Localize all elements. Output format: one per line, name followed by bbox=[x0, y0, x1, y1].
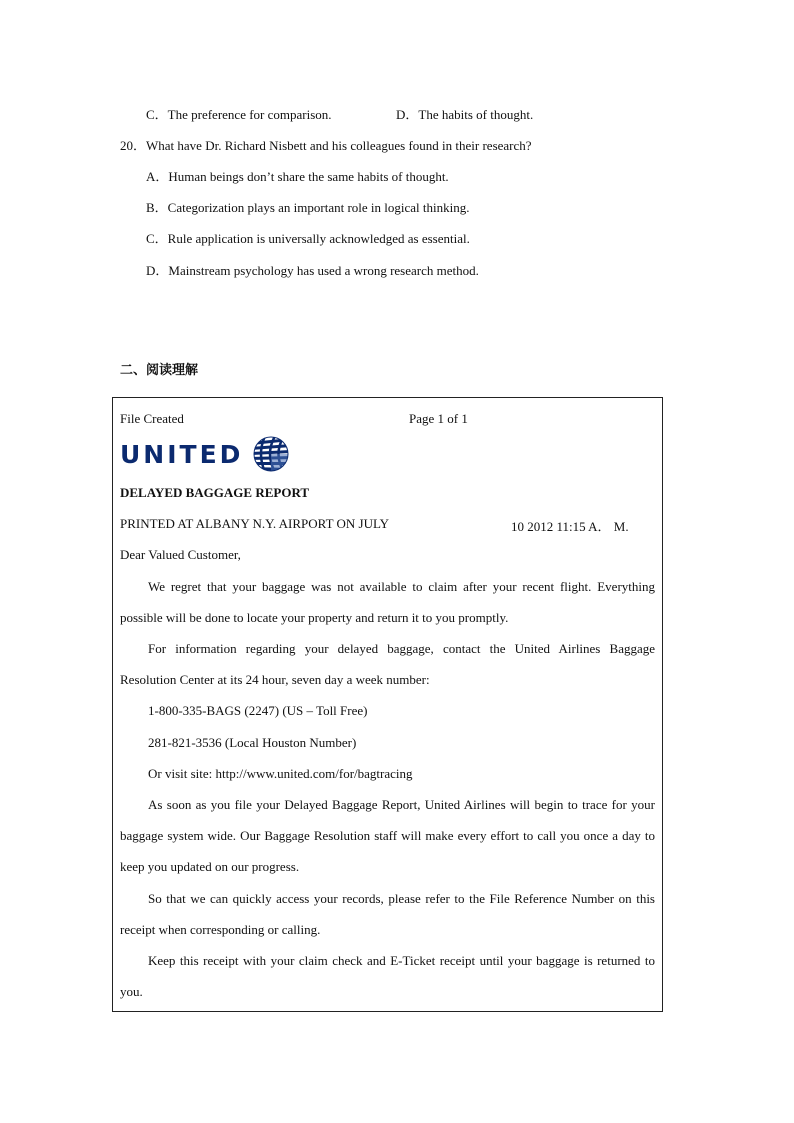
paragraph-2: For information regarding your delayed baggage, contact the United Airlines Baggage Resolution Center at its 24 hour, seven day a week number: bbox=[120, 641, 655, 687]
notice-header-right: Page 1 of 1 bbox=[409, 411, 468, 426]
q19-option-d: D．The habits of thought. bbox=[396, 107, 534, 122]
report-title: DELAYED BAGGAGE REPORT bbox=[120, 485, 310, 500]
globe-icon bbox=[251, 436, 291, 472]
website-line: Or visit site: http://www.united.com/for/bagtracing bbox=[148, 766, 413, 781]
baggage-notice bbox=[112, 397, 663, 1012]
phone-toll-free: 1-800-335-BAGS (2247) (US – Toll Free) bbox=[148, 703, 368, 718]
paragraph-4: So that we can quickly access your records, please refer to the File Reference Number on this receipt when corresponding or calling. bbox=[120, 891, 655, 937]
q20-option-c: C．Rule application is universally acknowledged as essential. bbox=[146, 231, 470, 246]
section-heading: 二、阅读理解 bbox=[120, 363, 199, 378]
paragraph-1: We regret that your baggage was not available to claim after your recent flight. Everything possible will be done to locate your property and return it to you promptly. bbox=[120, 579, 655, 625]
paragraph-5: Keep this receipt with your claim check and E-Ticket receipt until your baggage is returned to you. bbox=[120, 953, 655, 999]
q20-option-d: D．Mainstream psychology has used a wrong research method. bbox=[146, 263, 479, 278]
united-logo bbox=[120, 436, 291, 472]
printed-line-left: PRINTED AT ALBANY N.Y. AIRPORT ON JULY bbox=[120, 516, 390, 531]
paragraph-3: As soon as you file your Delayed Baggage Report, United Airlines will begin to trace for your baggage system wide. Our Baggage Resolution staff will make every effort to call you once a day to keep you updated on our progress. bbox=[120, 797, 655, 874]
united-logo-text: UNITED bbox=[120, 439, 244, 469]
q20-stem: 20．What have Dr. Richard Nisbett and his colleagues found in their research? bbox=[120, 138, 532, 153]
notice-header-left: File Created bbox=[120, 411, 184, 426]
printed-line-right: 10 2012 11:15 A． M. bbox=[511, 519, 629, 534]
salutation: Dear Valued Customer, bbox=[120, 547, 241, 562]
q20-option-a: A．Human beings don’t share the same habits of thought. bbox=[146, 169, 449, 184]
q20-option-b: B．Categorization plays an important role in logical thinking. bbox=[146, 200, 470, 215]
q19-option-c: C．The preference for comparison. bbox=[146, 107, 332, 122]
phone-local: 281-821-3536 (Local Houston Number) bbox=[148, 735, 357, 750]
